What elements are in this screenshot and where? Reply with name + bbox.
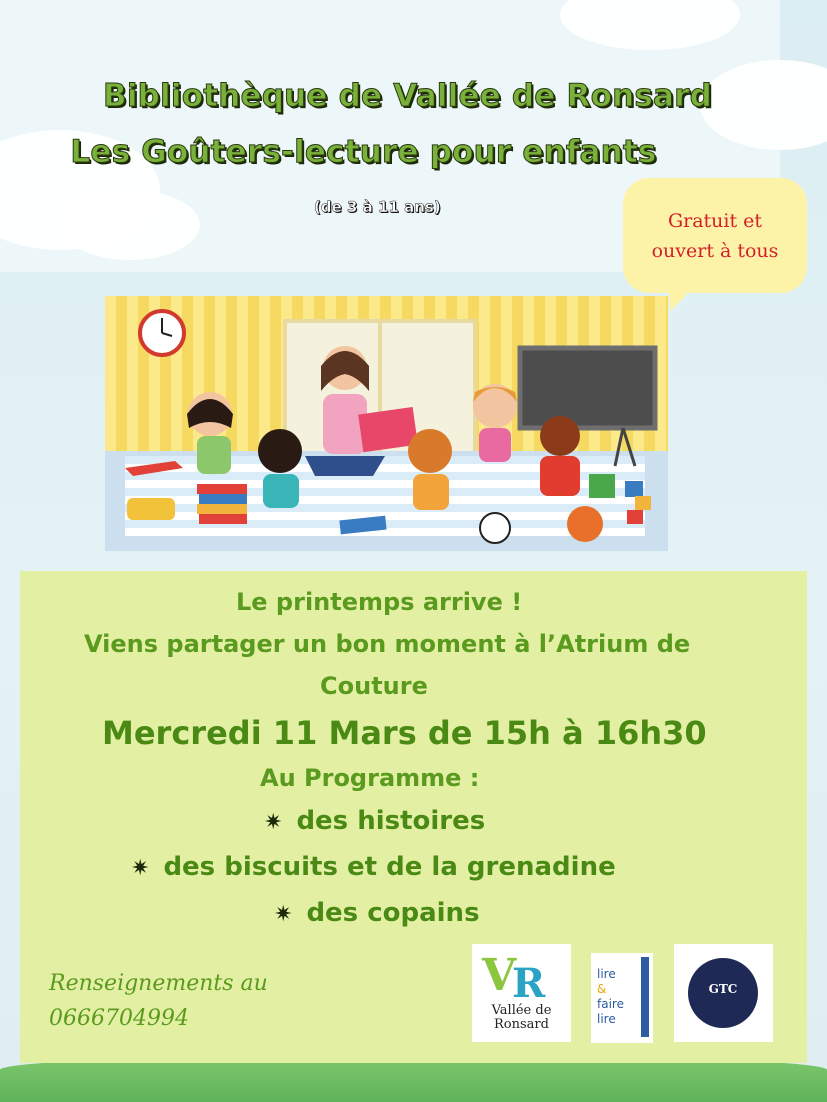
gtc-circle (688, 958, 758, 1028)
lire-logo-text (597, 967, 624, 1027)
contact-phone: 0666704994 (49, 1006, 189, 1031)
vr-logo-r: R (512, 960, 546, 1007)
vallee-de-ronsard-logo (472, 944, 571, 1042)
asterisk-icon: ✷ (264, 810, 283, 835)
program-item (264, 806, 485, 836)
program-item-label: des biscuits et de la grenadine (163, 852, 616, 882)
gtc-abbr: GTC (708, 982, 738, 996)
cloud-left-small (60, 190, 200, 260)
headline-spring: Le printemps arrive ! (236, 588, 523, 616)
contact-label: Renseignements au (49, 971, 268, 996)
lire-logo-bar (641, 957, 649, 1037)
program-item-label: des copains (306, 898, 480, 928)
asterisk-icon: ✷ (274, 902, 293, 927)
program-item (131, 852, 616, 882)
contact-info (49, 966, 268, 1036)
program-item (274, 898, 480, 928)
lire-amp: & (597, 982, 607, 996)
event-date: Mercredi 11 Mars de 15h à 16h30 (102, 714, 707, 752)
event-title: Les Goûters-lecture pour enfants (70, 134, 657, 170)
location-line: Couture (320, 672, 428, 700)
library-title: Bibliothèque de Vallée de Ronsard (103, 78, 712, 114)
vallee-logo-text: Vallée de Ronsard (491, 1003, 552, 1032)
age-range: (de 3 à 11 ans) (314, 198, 441, 216)
free-entry-bubble (623, 178, 807, 293)
cafe-couture-logo (674, 944, 773, 1042)
faire-word: faire (597, 997, 624, 1011)
lire-word-2: lire (597, 1012, 616, 1026)
invite-line: Viens partager un bon moment à l’Atrium de (84, 630, 691, 658)
children-reading-illustration (105, 296, 668, 551)
asterisk-icon: ✷ (131, 856, 150, 881)
lire-word: lire (597, 967, 616, 981)
bubble-line2: ouvert à tous (651, 240, 779, 262)
program-heading: Au Programme : (260, 764, 480, 792)
vr-logo-v: V (482, 950, 517, 1001)
lire-et-faire-lire-logo (591, 953, 653, 1043)
program-item-label: des histoires (296, 806, 486, 836)
bubble-line1: Gratuit et (667, 210, 763, 232)
